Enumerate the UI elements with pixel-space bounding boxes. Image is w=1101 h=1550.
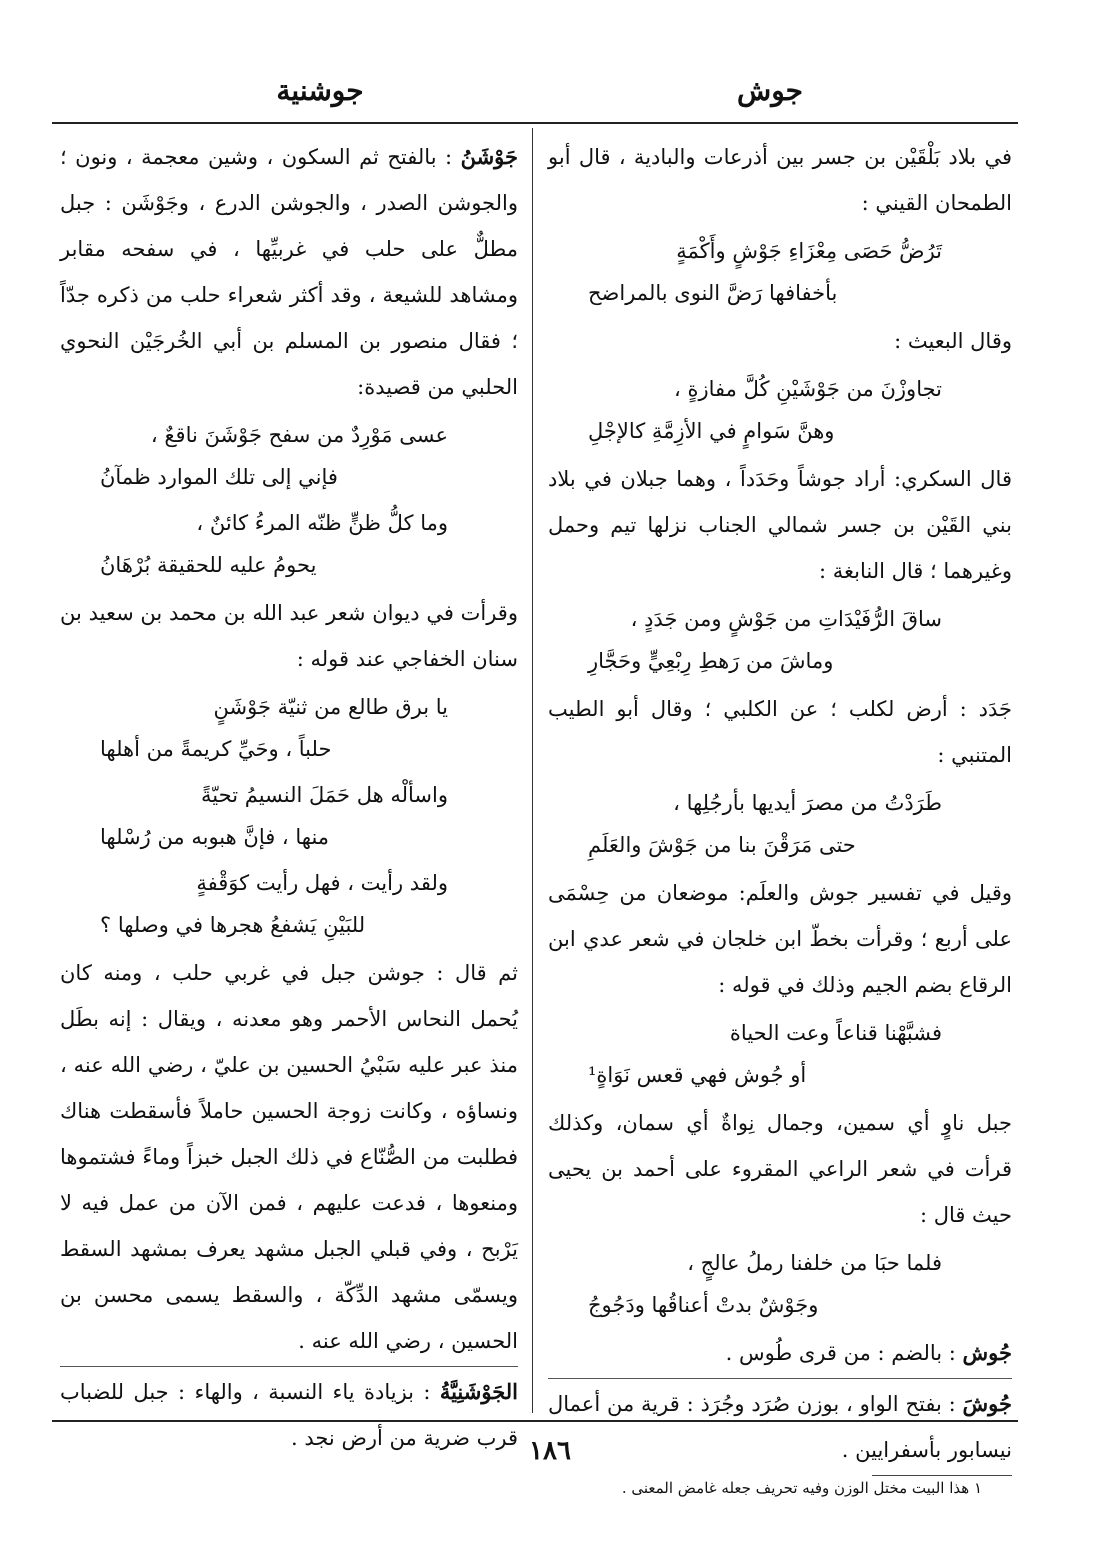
verse-line: وهنَّ سَوامٍ في الأزِمَّةِ كالإجْلِ xyxy=(588,419,835,443)
entry-paragraph xyxy=(548,1381,1012,1473)
header-title-left: جوشنية xyxy=(276,74,364,107)
headword: جَوْشَنُ xyxy=(460,144,518,169)
verse-line: ساقَ الرُّفَيْدَاتِ من جَوْشٍ ومن جَدَدٍ ، xyxy=(630,607,942,631)
verse-line: ولقد رأيت ، فهل رأيت كوَقْفةٍ xyxy=(196,871,448,895)
verse-line: أو جُوش فهي قعس نَوَاةٍ¹ xyxy=(588,1063,807,1087)
verse xyxy=(548,1242,1012,1326)
headword: الجَوْشَنِيَّةُ xyxy=(439,1379,518,1404)
verse-line: تَرُضُّ حَصَى مِعْزَاءِ جَوْشٍ وأَكْمَةٍ xyxy=(676,239,942,263)
paragraph: قال السكري: أراد جوشاً وحَدَداً ، وهما جبلان في بلاد بني القَيْن بن جسر شمالي الجناب نزلها تيم وحمل وغيرهما ؛ قال النابغة : xyxy=(548,467,1012,583)
entry-text: : بالضم : من قرى طُوس . xyxy=(725,1341,963,1365)
entry-paragraph xyxy=(548,1330,1012,1376)
verse xyxy=(60,414,518,498)
verse-line: طَرَدْتُ من مصرَ أيديها بأرجُلِها ، xyxy=(673,791,942,815)
paragraph: وقرأت في ديوان شعر عبد الله بن محمد بن سعيد بن سنان الخفاجي عند قوله : xyxy=(60,601,518,671)
verse xyxy=(548,230,1012,314)
verse xyxy=(60,862,518,946)
left-column xyxy=(60,134,518,1461)
verse-line: وماشَ من رَهطِ رِبْعِيٍّ وحَجَّارِ xyxy=(588,649,834,673)
verse-line: بأخفافها رَضَّ النوى بالمراضح xyxy=(588,281,838,305)
verse xyxy=(548,598,1012,682)
verse xyxy=(548,782,1012,866)
entry-text: : بفتح الواو ، بوزن صُرَد وجُرَذ : قرية من أعمال نيسابور بأسفرايين . xyxy=(548,1392,1012,1462)
verse xyxy=(548,1012,1012,1096)
verse-line: فشبَّهْنا قناعاً وعت الحياة xyxy=(729,1021,942,1045)
paragraph: وقال البعيث : xyxy=(894,329,1012,353)
bottom-rule xyxy=(52,1420,1018,1422)
verse-line: تجاوزْنَ من جَوْشَيْنِ كُلَّ مفازةٍ ، xyxy=(674,377,942,401)
headword: جُوشَ xyxy=(962,1391,1012,1416)
verse xyxy=(60,686,518,770)
footnote: ١ هذا البيت مختل الوزن وفيه تحريف جعله غامض المعنى . xyxy=(621,1479,982,1497)
verse-line: فلما حبَا من خلفنا رملُ عالجٍ ، xyxy=(687,1251,942,1275)
verse-line: للبَيْنِ يَشفعُ هجرها في وصلها ؟ xyxy=(100,913,366,937)
paragraph: جَدَد : أرض لكلب ؛ عن الكلبي ؛ وقال أبو الطيب المتنبي : xyxy=(548,697,1012,767)
entry-text: : بالفتح ثم السكون ، وشين معجمة ، ونون ؛ والجوشن الصدر ، والجوشن الدرع ، وجَوْشَن : جبل مطلٌّ على حلب في غربيِّها ، في سفحه مقابر ومشاهد للشيعة ، وقد أكثر شعراء حلب من ذكره جدّاً ؛ فقال منصور بن المسلم بن أبي الخُرجَيْن النحوي الحلبي من قصيدة: xyxy=(60,145,518,399)
verse xyxy=(548,368,1012,452)
top-rule xyxy=(52,122,1018,124)
verse-line: يا برق طالع من ثنيّة جَوْشَنٍ xyxy=(213,695,448,719)
verse-line: منها ، فإنَّ هبوبه من رُسْلها xyxy=(100,825,330,849)
verse-line: وجَوْشٌ بدتْ أعناقُها ودَجُوجُ xyxy=(588,1293,819,1317)
verse-line: يحومُ عليه للحقيقة بُرْهَانُ xyxy=(100,553,317,577)
column-divider xyxy=(532,128,533,1413)
right-column xyxy=(548,134,1012,1500)
entry-paragraph xyxy=(60,1369,518,1461)
paragraph: جبل ناوٍ أي سمين، وجمال نِواةٌ أي سمان، وكذلك قرأت في شعر الراعي المقروء على أحمد بن يحيى حيث قال : xyxy=(548,1111,1012,1227)
entry-text: : بزيادة ياء النسبة ، والهاء : جبل للضباب قرب ضرية من أرض نجد . xyxy=(60,1380,518,1450)
separator xyxy=(60,1366,518,1367)
header-title-right: جوش xyxy=(737,74,803,107)
entry-paragraph xyxy=(60,134,518,410)
page-number: ١٨٦ xyxy=(529,1436,571,1466)
verse-line: واسألْه هل حَمَلَ النسيمُ تحيّةً xyxy=(201,783,448,807)
verse-line: فإني إلى تلك الموارد ظمآنُ xyxy=(100,465,338,489)
separator xyxy=(548,1378,1012,1379)
headword: جُوش xyxy=(962,1340,1012,1365)
verse-line: حتى مَرَقْنَ بنا من جَوْشَ والعَلَمِ xyxy=(588,833,856,857)
verse-line: وما كلُّ ظنٍّ ظنّه المرءُ كائنٌ ، xyxy=(196,511,448,535)
verse xyxy=(60,502,518,586)
paragraph: في بلاد بَلْقَيْن بن جسر بين أذرعات والبادية ، قال أبو الطمحان القيني : xyxy=(548,145,1012,215)
verse-line: عسى مَوْرِدٌ من سفح جَوْشَنَ ناقعٌ ، xyxy=(150,423,448,447)
verse xyxy=(60,774,518,858)
paragraph: وقيل في تفسير جوش والعلَم: موضعان من حِسْمَى على أربع ؛ وقرأت بخطّ ابن خلجان في شعر عدي ابن الرقاع بضم الجيم وذلك في قوله : xyxy=(548,881,1012,997)
paragraph: ثم قال : جوشن جبل في غربي حلب ، ومنه كان يُحمل النحاس الأحمر وهو معدنه ، ويقال : إنه بطَل منذ عبر عليه سَبْيُ الحسين بن عليّ ، رضي الله عنه ، ونساؤه ، وكانت زوجة الحسين حاملاً فأسقطت هناك فطلبت من الصُّنّاع في ذلك الجبل خبزاً وماءً فشتموها ومنعوها ، فدعت عليهم ، فمن الآن من عمل فيه لا يَرْبح ، وفي قبلي الجبل مشهد يعرف بمشهد السقط ويسمّى مشهد الدِّكّة ، والسقط يسمى محسن بن الحسين ، رضي الله عنه . xyxy=(60,961,518,1353)
verse-line: حلباً ، وحَيِّ كريمةً من أهلها xyxy=(100,737,332,761)
